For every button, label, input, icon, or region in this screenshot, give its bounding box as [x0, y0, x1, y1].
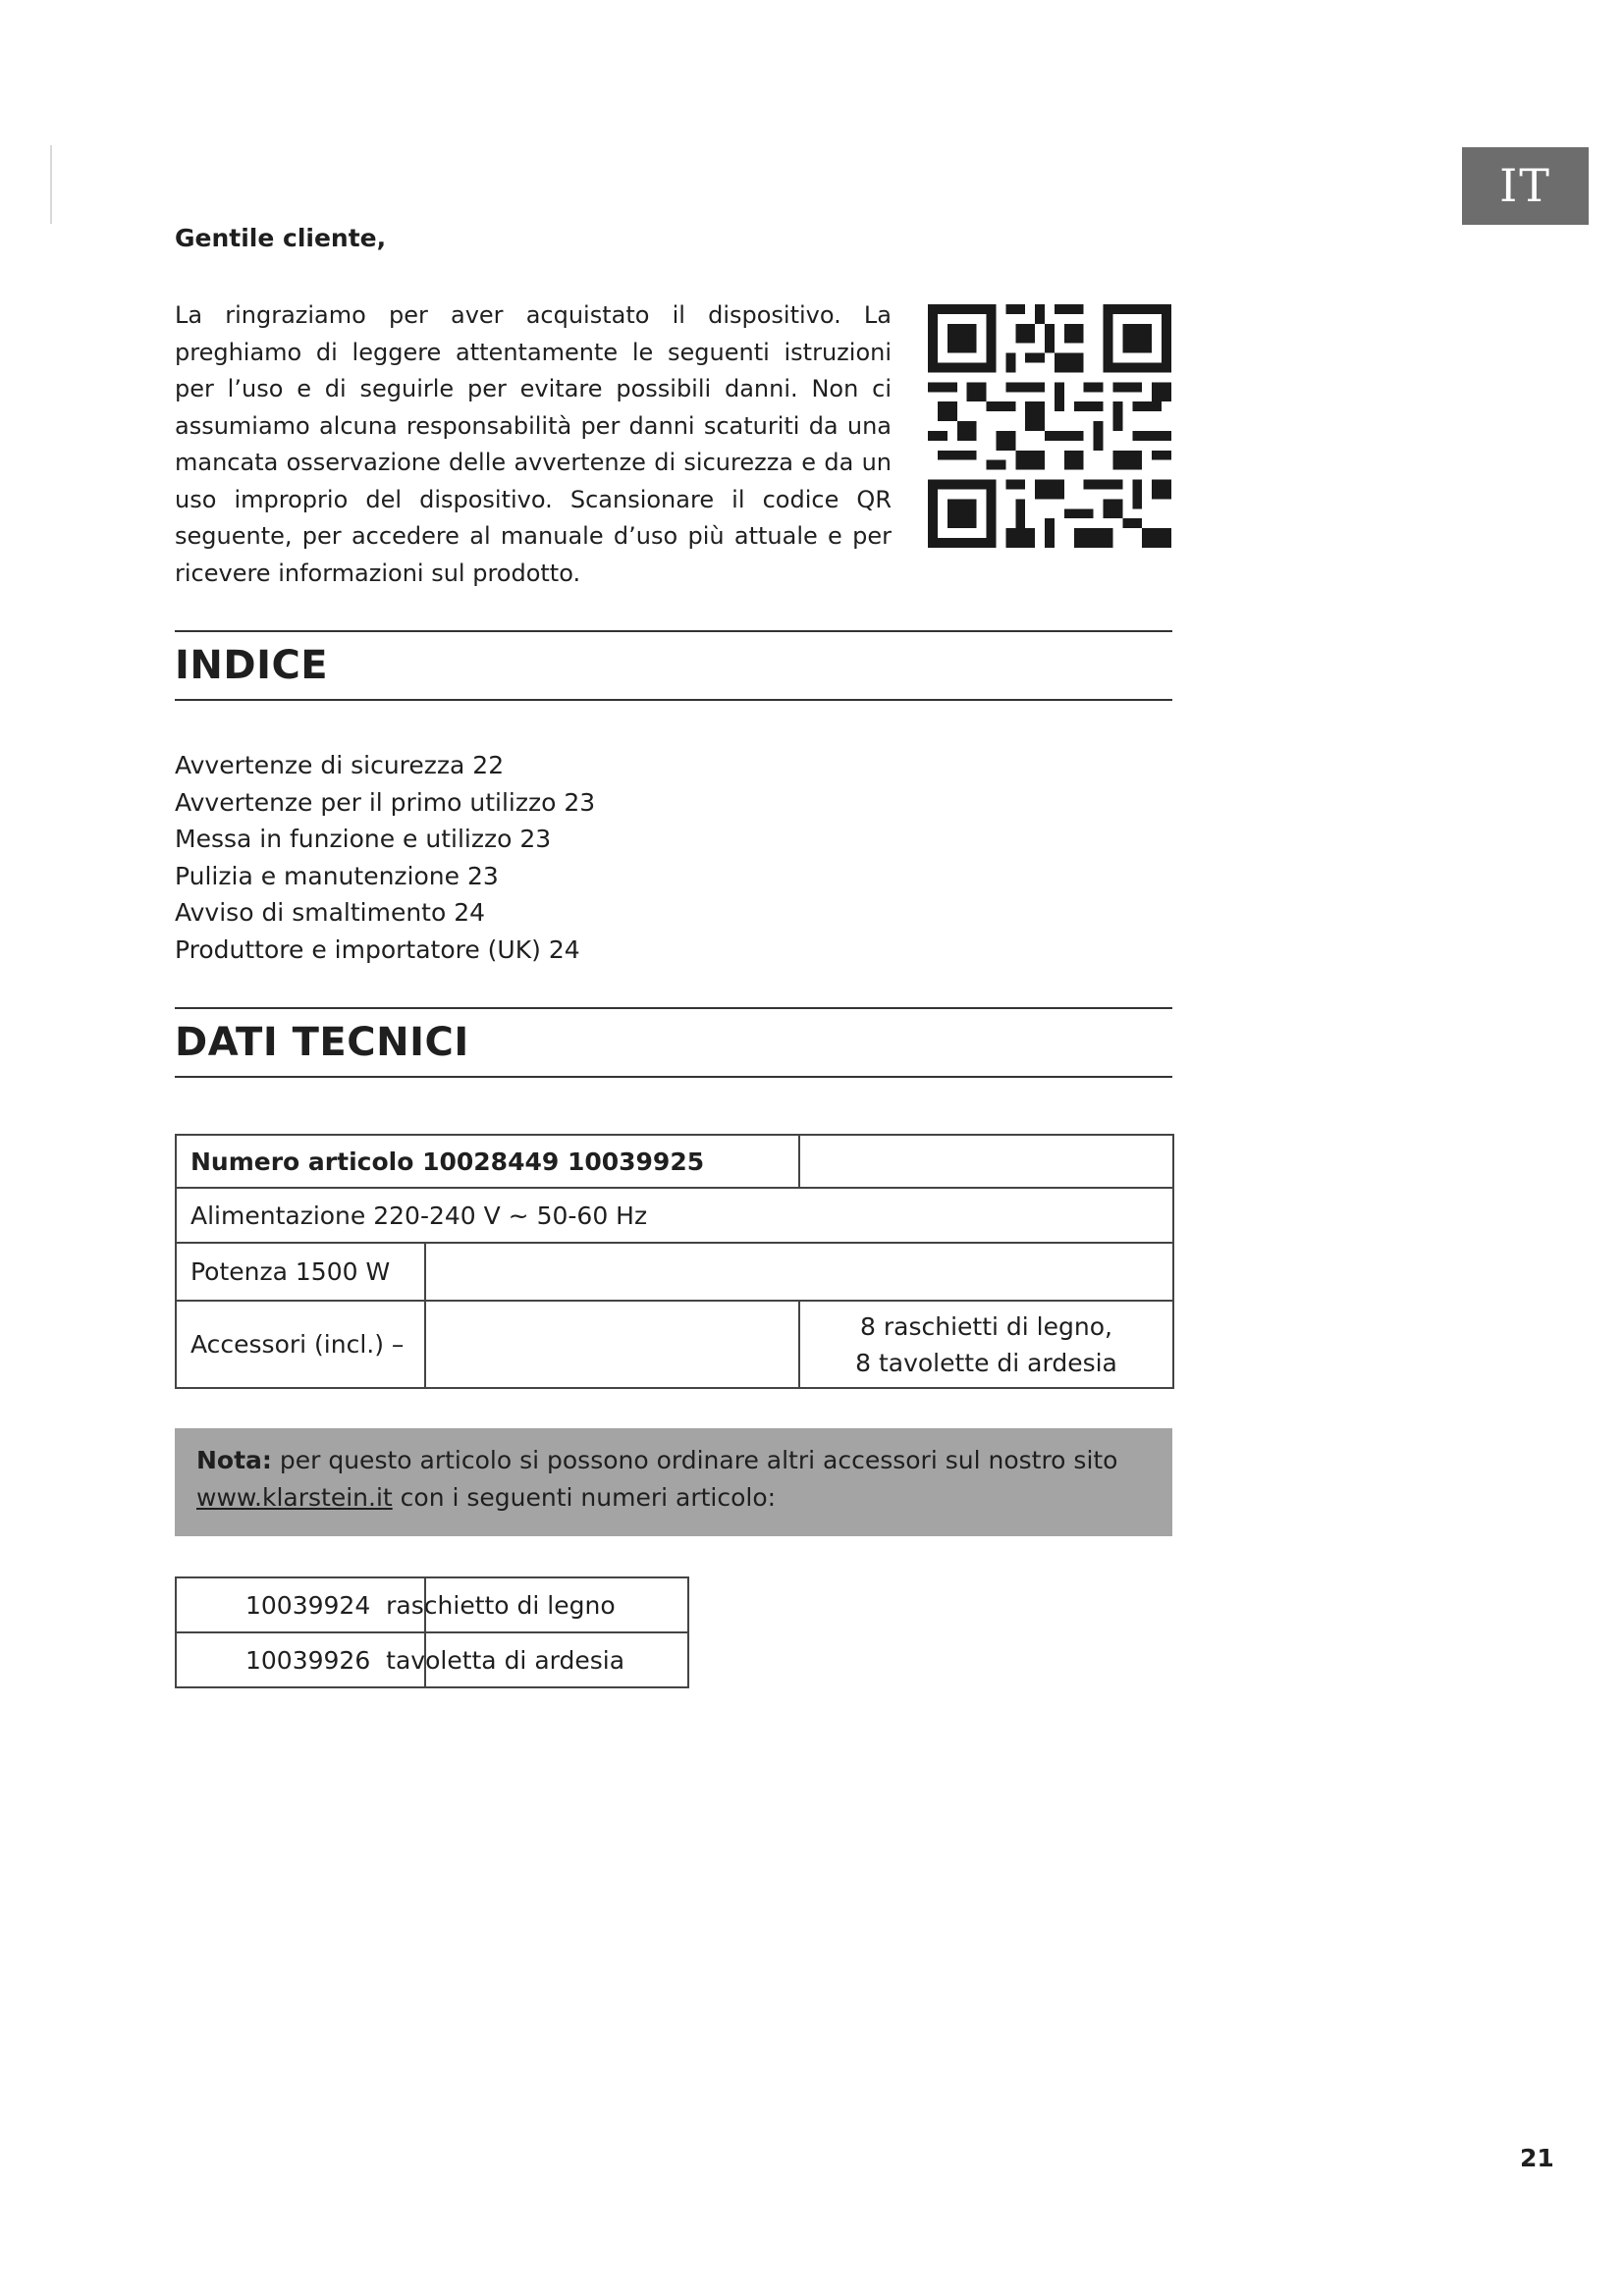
item-number-cell: Numero articolo 10028449 10039925: [176, 1135, 799, 1188]
accessories-table: [175, 1576, 689, 1688]
note-label: Nota:: [196, 1446, 272, 1474]
table-of-contents: [175, 747, 595, 968]
accessories-label-cell: Accessori (incl.) –: [176, 1301, 425, 1388]
table-row: [176, 1243, 1173, 1301]
language-tab: IT: [1462, 147, 1589, 225]
intro-paragraph: La ringraziamo per aver acquistato il dispositivo. La preghiamo di leggere attentamente le seguenti istruzioni per l’uso e di seguirle per evitare possibili danni. Non ci assumiamo alcuna responsabilità per danni scaturiti da una mancata osservazione delle avvertenze di sicurezza e da un uso improprio del dispositivo. Scansionare il codice QR seguente, per accedere al manuale d’uso più attuale e per ricevere informazioni sul prodotto.: [175, 301, 892, 587]
technical-data-table: [175, 1134, 1174, 1389]
note-text-after: con i seguenti numeri articolo:: [392, 1483, 777, 1512]
technical-data-top-rule: [175, 1007, 1172, 1009]
index-bottom-rule: [175, 699, 1172, 701]
accessories-line: 8 raschietti di legno,: [860, 1311, 1112, 1341]
power-supply-cell: Alimentazione 220-240 V ~ 50-60 Hz: [176, 1188, 1173, 1243]
salutation: Gentile cliente,: [175, 224, 387, 252]
qr-code-icon[interactable]: [928, 304, 1171, 548]
accessory-code: 10039926 tavoletta di ardesia: [176, 1632, 425, 1687]
toc-item[interactable]: Avvertenze per il primo utilizzo 23: [175, 787, 596, 817]
accessories-value-cell: [799, 1301, 1173, 1388]
accessories-line: 8 tavolette di ardesia: [855, 1348, 1117, 1377]
accessory-code: 10039924 raschietto di legno: [176, 1577, 425, 1632]
toc-item[interactable]: Pulizia e manutenzione 23: [175, 861, 499, 890]
note-text: per questo articolo si possono ordinare altri accessori sul nostro sito: [271, 1446, 1118, 1474]
toc-item[interactable]: Messa in funzione e utilizzo 23: [175, 825, 552, 853]
table-row: [176, 1632, 688, 1687]
empty-cell: [799, 1135, 1173, 1188]
shop-link[interactable]: www.klarstein.it: [196, 1483, 393, 1512]
table-row: [176, 1188, 1173, 1243]
empty-cell: [425, 1301, 799, 1388]
toc-item[interactable]: Avvertenze di sicurezza 22: [175, 751, 505, 779]
technical-data-bottom-rule: [175, 1076, 1172, 1078]
note-box: [175, 1428, 1172, 1536]
technical-data-title: DATI TECNICI: [175, 1020, 469, 1065]
table-row: [176, 1577, 688, 1632]
table-row: [176, 1135, 1173, 1188]
margin-line: [50, 145, 52, 224]
power-cell: Potenza 1500 W: [176, 1243, 425, 1301]
toc-item[interactable]: Avviso di smaltimento 24: [175, 898, 486, 927]
index-title: INDICE: [175, 643, 329, 688]
page-number: 21: [1520, 2144, 1554, 2172]
empty-cell: [425, 1243, 1173, 1301]
table-row: [176, 1301, 1173, 1388]
index-top-rule: [175, 630, 1172, 632]
toc-item[interactable]: Produttore e importatore (UK) 24: [175, 934, 580, 964]
